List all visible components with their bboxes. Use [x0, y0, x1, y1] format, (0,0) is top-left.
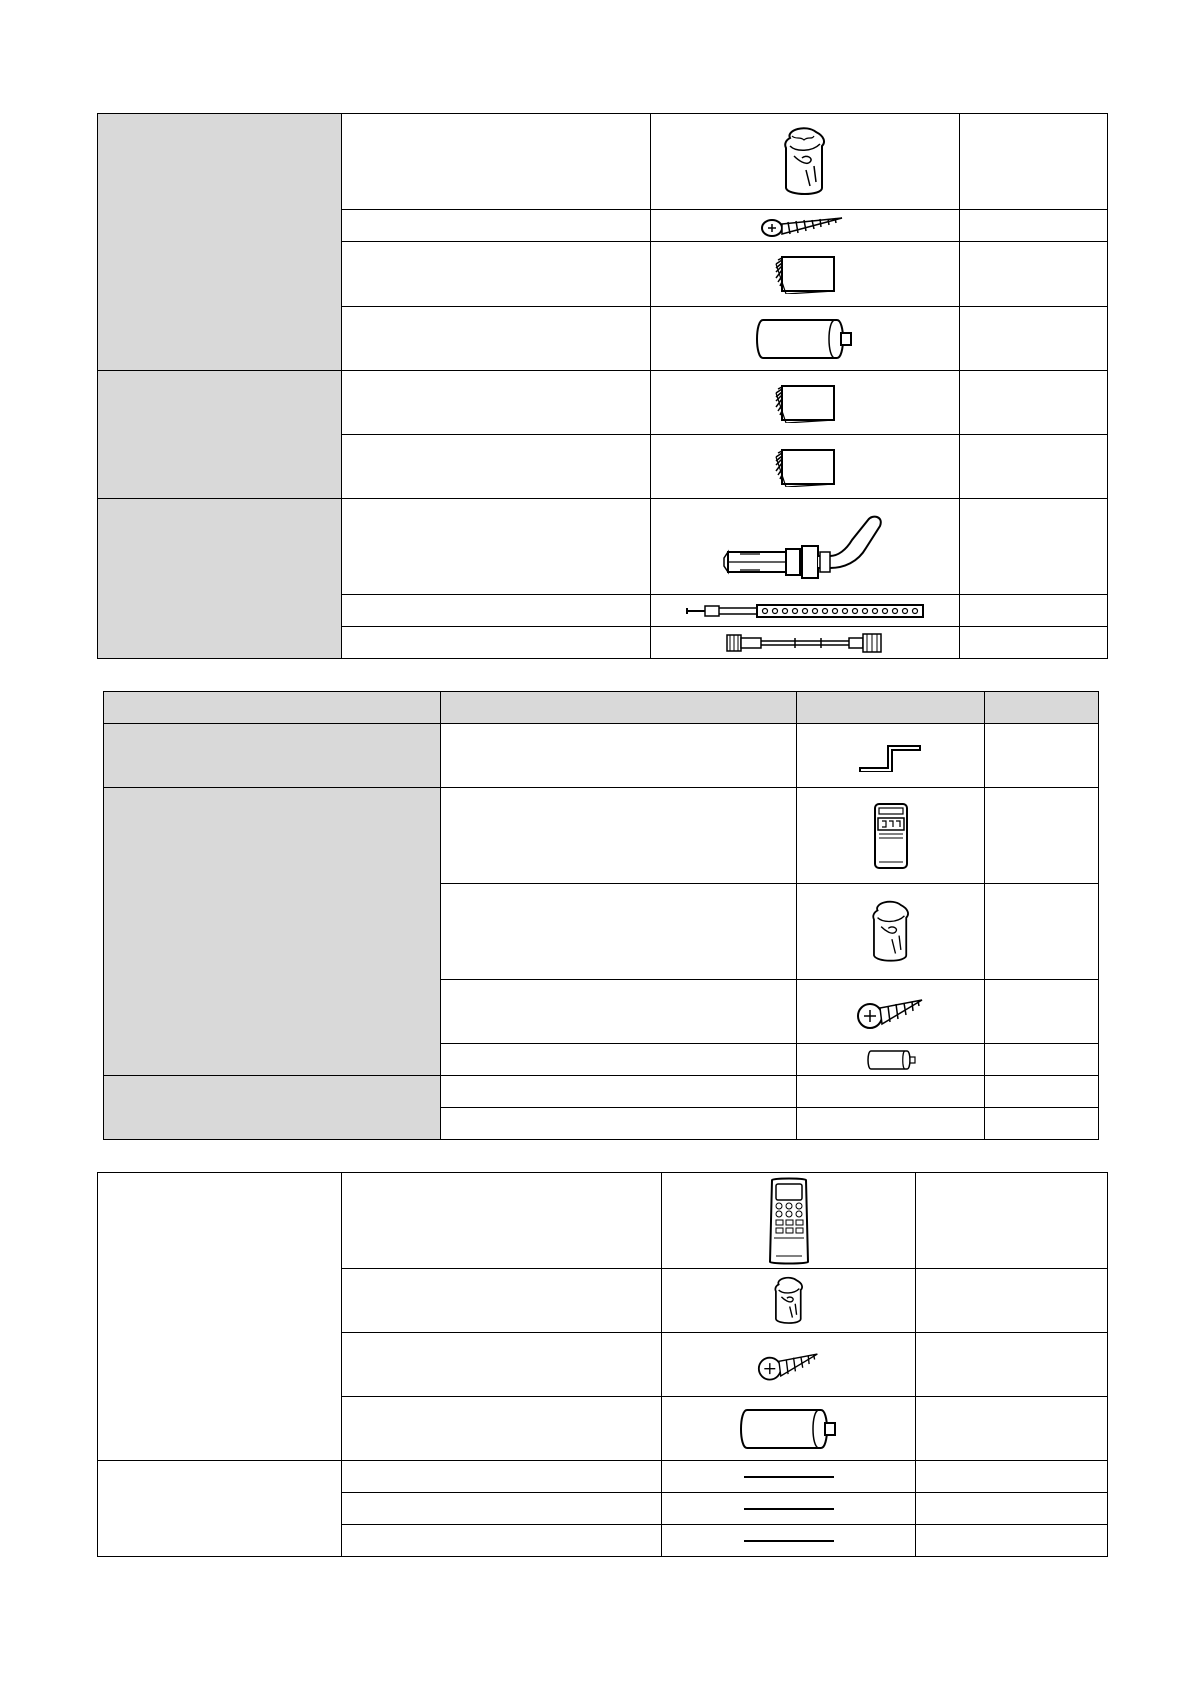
wire-line-icon: [742, 1474, 836, 1480]
wire-line-icon: [742, 1506, 836, 1512]
item-qty: [916, 1397, 1108, 1461]
item-name: [342, 1173, 662, 1269]
item-name: [342, 1525, 662, 1557]
group-label: [98, 499, 342, 659]
item-qty: [916, 1269, 1108, 1333]
item-picture: [797, 1044, 985, 1076]
battery-icon: [737, 1406, 841, 1452]
item-picture: [662, 1173, 916, 1269]
cable-clip-icon: [865, 899, 917, 965]
header-cell: [104, 692, 441, 724]
item-qty: [916, 1333, 1108, 1397]
wired-controller-icon: [873, 802, 909, 870]
item-qty: [960, 242, 1108, 307]
battery-icon: [753, 316, 857, 362]
item-picture: [662, 1525, 916, 1557]
item-qty: [916, 1493, 1108, 1525]
item-qty: [985, 980, 1099, 1044]
expansion-hook-bolt-icon: [720, 512, 890, 582]
item-qty: [916, 1173, 1108, 1269]
screw-icon: [757, 1346, 821, 1384]
item-name: [342, 210, 651, 242]
long-screw-icon: [760, 212, 850, 240]
item-qty: [916, 1461, 1108, 1493]
item-qty: [960, 499, 1108, 595]
item-picture: [651, 114, 960, 210]
item-qty: [985, 724, 1099, 788]
accessory-table-1: [97, 113, 1108, 659]
item-picture: [651, 595, 960, 627]
item-qty: [960, 371, 1108, 435]
item-name: [342, 307, 651, 371]
accessory-table-2: [103, 691, 1099, 1140]
header-cell: [797, 692, 985, 724]
item-picture: [797, 1076, 985, 1108]
item-picture: [662, 1493, 916, 1525]
cable-clip-icon: [769, 1275, 809, 1327]
small-battery-icon: [865, 1049, 917, 1071]
item-qty: [985, 1108, 1099, 1140]
cable-clip-icon: [776, 126, 834, 198]
item-name: [342, 371, 651, 435]
group-label: [104, 724, 441, 788]
item-qty: [916, 1525, 1108, 1557]
group-label: [98, 1461, 342, 1557]
item-picture: [651, 371, 960, 435]
item-picture: [651, 435, 960, 499]
manual-booklet-icon: [772, 383, 838, 423]
item-qty: [960, 114, 1108, 210]
item-picture: [651, 307, 960, 371]
item-picture: [662, 1333, 916, 1397]
group-label: [98, 114, 342, 371]
wire-line-icon: [742, 1538, 836, 1544]
item-picture: [651, 210, 960, 242]
item-name: [342, 595, 651, 627]
connecting-pipe-icon: [725, 631, 885, 655]
header-cell: [441, 692, 797, 724]
item-picture: [797, 1108, 985, 1140]
group-label: [104, 1076, 441, 1140]
bracket-icon: [858, 740, 924, 772]
item-picture: [662, 1397, 916, 1461]
group-label: [98, 1173, 342, 1461]
item-qty: [985, 884, 1099, 980]
item-qty: [985, 1044, 1099, 1076]
item-qty: [960, 210, 1108, 242]
item-qty: [960, 595, 1108, 627]
manual-booklet-icon: [772, 447, 838, 487]
item-name: [342, 435, 651, 499]
item-name: [441, 1044, 797, 1076]
item-picture: [651, 242, 960, 307]
item-name: [441, 788, 797, 884]
item-name: [342, 114, 651, 210]
item-picture: [651, 499, 960, 595]
group-label: [98, 371, 342, 499]
item-name: [441, 884, 797, 980]
item-name: [441, 724, 797, 788]
item-name: [342, 1397, 662, 1461]
remote-controller-icon: [766, 1176, 812, 1266]
manual-booklet-icon: [772, 254, 838, 294]
item-picture: [662, 1461, 916, 1493]
item-name: [342, 627, 651, 659]
item-picture: [797, 980, 985, 1044]
accessory-table-3: [97, 1172, 1108, 1557]
item-picture: [797, 884, 985, 980]
item-qty: [985, 788, 1099, 884]
item-picture: [797, 788, 985, 884]
item-name: [342, 242, 651, 307]
item-picture: [797, 724, 985, 788]
item-qty: [960, 435, 1108, 499]
item-name: [342, 1333, 662, 1397]
item-qty: [985, 1076, 1099, 1108]
item-qty: [960, 307, 1108, 371]
perforated-strap-icon: [685, 601, 925, 621]
item-name: [342, 499, 651, 595]
item-name: [342, 1461, 662, 1493]
item-name: [441, 1076, 797, 1108]
item-qty: [960, 627, 1108, 659]
group-label: [104, 788, 441, 1076]
item-name: [441, 1108, 797, 1140]
item-picture: [662, 1269, 916, 1333]
item-name: [342, 1269, 662, 1333]
item-picture: [651, 627, 960, 659]
screw-icon: [856, 992, 926, 1032]
item-name: [441, 980, 797, 1044]
item-name: [342, 1493, 662, 1525]
header-cell: [985, 692, 1099, 724]
